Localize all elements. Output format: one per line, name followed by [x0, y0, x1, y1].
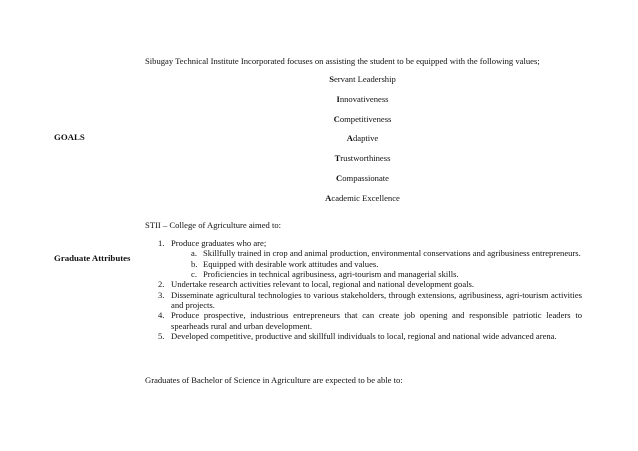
list-item: 4. Produce prospective, industrious entrepreneurs that can create job opening and responsible patriotic leaders to spearheads rural and urban development. — [158, 310, 582, 331]
value-item: Academic Excellence — [325, 192, 400, 203]
value-item: Adaptive — [346, 133, 379, 144]
sub-list-item: a. Skillfully trained in crop and animal production, environmental conservations and agribusiness entrepreneurs. — [191, 248, 581, 259]
goals-label: GOALS — [54, 132, 85, 142]
list-item: 1. Produce graduates who are; — [158, 238, 267, 248]
list-item: 3. Disseminate agricultural technologies to various stakeholders, through extensions, agribusiness, agri-tourism activities and projects. — [158, 289, 582, 310]
goals-intro: Sibugay Technical Institute Incorporated focuses on assisting the student to be equipped with the following values; — [145, 56, 540, 66]
attributes-intro: STII – College of Agriculture aimed to: — [145, 220, 282, 230]
values-list — [145, 74, 580, 213]
sub-list-item: c. Proficiencies in technical agribusiness, agri-tourism and managerial skills. — [191, 268, 459, 279]
value-item: Innovativeness — [336, 93, 389, 104]
list-item: 5. Developed competitive, productive and skillfull individuals to local, regional and national wide advanced arena. — [158, 330, 557, 341]
value-item: Competitiveness — [333, 113, 392, 124]
bs-agriculture-intro: Graduates of Bachelor of Science in Agriculture are expected to be able to: — [145, 375, 403, 385]
sub-list-item: b. Equipped with desirable work attitudes and values. — [191, 258, 379, 269]
list-item: 2. Undertake research activities relevant to local, regional and national development goals. — [158, 279, 475, 290]
value-item: Trustworthiness — [334, 153, 391, 164]
graduate-attributes-label: Graduate Attributes — [54, 253, 131, 263]
value-item: Servant Leadership — [329, 74, 396, 84]
attributes-list — [145, 238, 582, 341]
value-item: Compassionate — [336, 172, 389, 183]
